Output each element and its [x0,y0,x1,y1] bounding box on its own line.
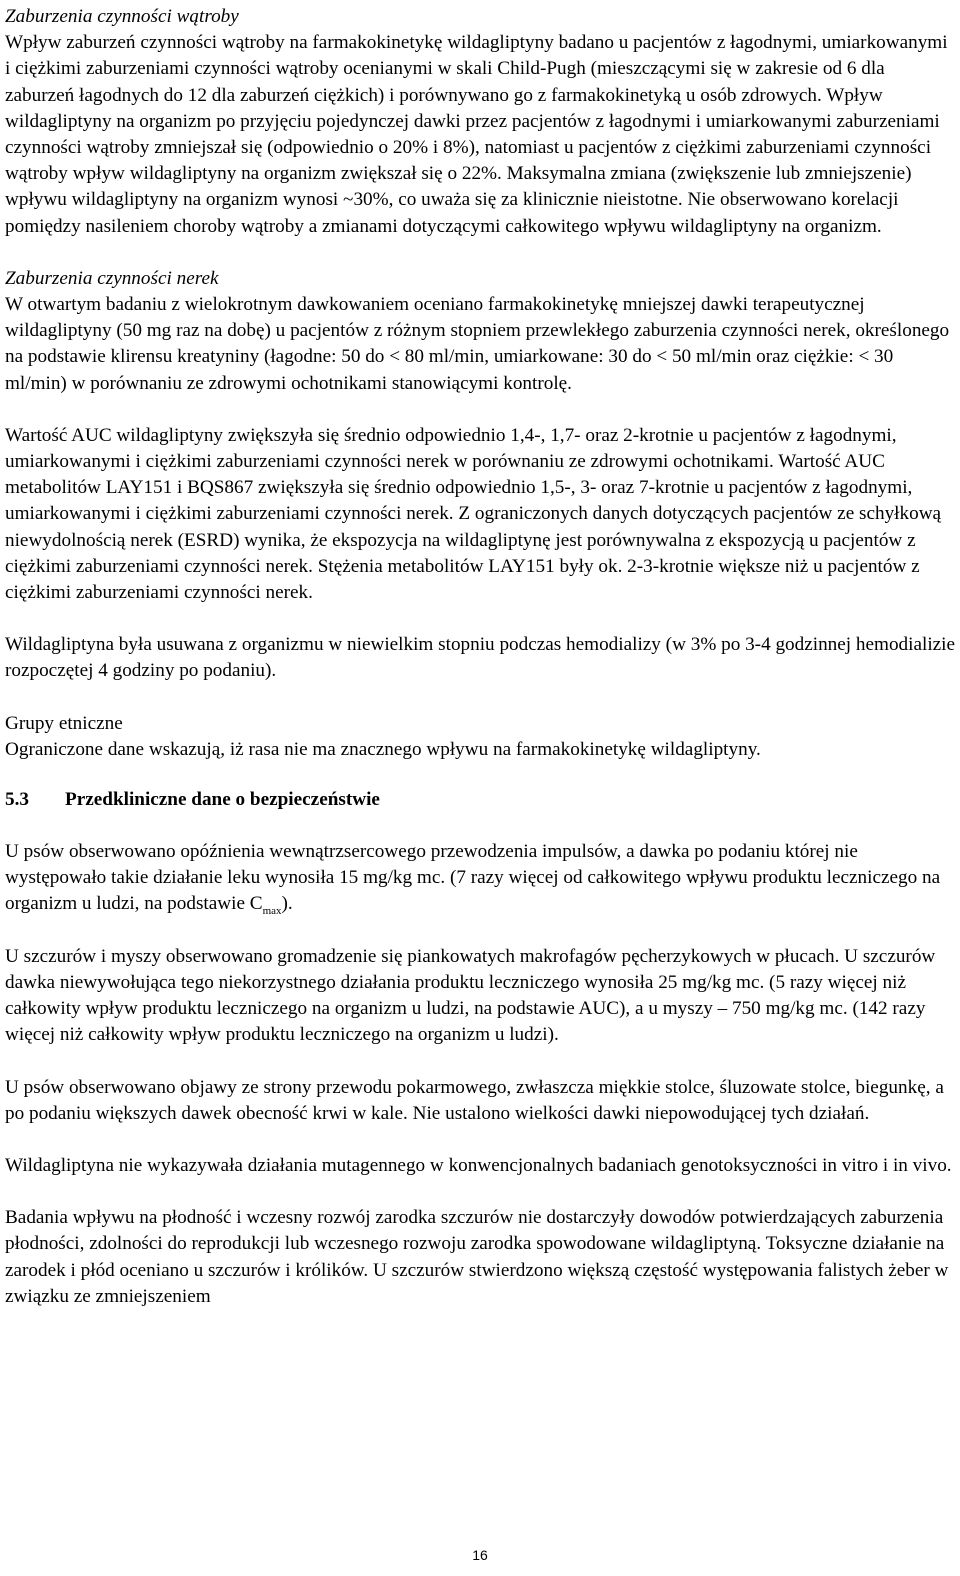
cmax-subscript: max [262,905,282,918]
preclinical-paragraph-2: U szczurów i myszy obserwowano gromadzenie się piankowatych makrofagów pęcherzykowych w płucach. U szczurów dawka niewywołująca tego niekorzystnego działania produktu leczniczego wynosiła 25 mg/kg mc. (5 razy więcej niż całkowity wpływ produktu leczniczego na organizm u ludzi, na podstawie AUC), a u myszy – 750 mg/kg mc. (142 razy więcej niż całkowity wpływ produktu leczniczego na organizm u ludzi). [5,945,936,1046]
ethnic-subheading: Grupy etniczne [5,712,123,734]
liver-subheading: Zaburzenia czynności wątroby [5,6,239,27]
kidney-subheading: Zaburzenia czynności nerek [5,267,219,289]
kidney-paragraph-3: Wildagliptyna była usuwana z organizmu w niewielkim stopniu podczas hemodializy (w 3% po 3-4 godzinnej hemodializie rozpoczętej 4 godziny po podaniu). [5,634,956,682]
section-title: Przedkliniczne dane o bezpieczeństwie [65,789,380,811]
preclinical-paragraph-3: U psów obserwowano objawy ze strony przewodu pokarmowego, zwłaszcza miękkie stolce, śluzowate stolce, biegunkę, a po podaniu większych dawek obecność krwi w kale. Nie ustalono wielkości dawki niepowodującej tych działań. [5,1076,944,1124]
ethnic-paragraph: Ograniczone dane wskazują, iż rasa nie ma znacznego wpływu na farmakokinetykę wildagliptyny. [5,738,761,760]
preclinical-paragraph-1 [5,839,955,918]
section-heading [5,787,955,813]
preclinical-paragraph-1-end: ). [281,893,293,915]
kidney-paragraph-1: W otwartym badaniu z wielokrotnym dawkowaniem oceniano farmakokinetykę mniejszej dawki terapeutycznej wildagliptyny (50 mg raz na dobę) u pacjentów z różnym stopniem przewlekłego zaburzenia czynności nerek, określonego na podstawie klirensu kreatyniny (łagodne: 50 do < 80 ml/min, umiarkowane: 30 do < 50 ml/min oraz ciężkie: < 30 ml/min) w porównaniu ze zdrowymi ochotnikami stanowiącymi kontrolę. [5,294,950,394]
section-number: 5.3 [5,789,29,811]
preclinical-paragraph-1-text: U psów obserwowano opóźnienia wewnątrzsercowego przewodzenia impulsów, a dawka po podaniu której nie występowało takie działanie leku wynosiła 15 mg/kg mc. (7 razy więcej od całkowitego wpływu produktu leczniczego na organizm u ludzi, na podstawie C [5,841,941,915]
page-number: 16 [472,1547,488,1563]
preclinical-paragraph-4: Wildagliptyna nie wykazywała działania mutagennego w konwencjonalnych badaniach genotoksyczności in vitro i in vivo. [5,1154,952,1176]
document-page [5,0,955,1310]
liver-paragraph: Wpływ zaburzeń czynności wątroby na farmakokinetykę wildagliptyny badano u pacjentów z łagodnymi, umiarkowanymi i ciężkimi zaburzeniami czynności wątroby ocenianymi w skali Child-Pugh (mieszczącymi się w zakresie od 6 dla zaburzeń łagodnych do 12 dla zaburzeń ciężkich) i porównywano go z farmakokinetyką u osób zdrowych. Wpływ wildagliptyny na organizm po przyjęciu pojedynczej dawki przez pacjentów z łagodnymi i umiarkowanymi zaburzeniami czynności wątroby zmniejszał się (odpowiednio o 20% i 8%), natomiast u pacjentów z ciężkimi zaburzeniami czynności wątroby wpływ wildagliptyny na organizm zwiększał się o 22%. Maksymalna zmiana (zwiększenie lub zmniejszenie) wpływu wildagliptyny na organizm wynosi ~30%, co uważa się za klinicznie nieistotne. Nie obserwowano korelacji pomiędzy nasileniem choroby wątroby a zmianami dotyczącymi całkowitego wpływu wildagliptyny na organizm. [5,32,948,237]
preclinical-paragraph-5: Badania wpływu na płodność i wczesny rozwój zarodka szczurów nie dostarczyły dowodów potwierdzających zaburzenia płodności, zdolności do reprodukcji lub wczesnego rozwoju zarodka spowodowane wildagliptyną. Toksyczne działanie na zarodek i płód oceniano u szczurów i królików. U szczurów stwierdzono większą częstość występowania falistych żeber w związku ze zmniejszeniem [5,1207,949,1307]
kidney-paragraph-2: Wartość AUC wildagliptyny zwiększyła się średnio odpowiednio 1,4-, 1,7- oraz 2-krotnie u pacjentów z łagodnymi, umiarkowanymi i ciężkimi zaburzeniami czynności nerek w porównaniu ze zdrowymi ochotnikami. Wartość AUC metabolitów LAY151 i BQS867 zwiększyła się średnio odpowiednio 1,5-, 3- oraz 7-krotnie u pacjentów z łagodnymi, umiarkowanymi i ciężkimi zaburzeniami czynności nerek. Z ograniczonych danych dotyczących pacjentów ze schyłkową niewydolnością nerek (ESRD) wynika, że ekspozycja na wildagliptynę jest porównywalna z ekspozycją u pacjentów z ciężkimi zaburzeniami czynności nerek. Stężenia metabolitów LAY151 były ok. 2-3-krotnie większe niż u pacjentów z ciężkimi zaburzeniami czynności nerek. [5,424,942,604]
